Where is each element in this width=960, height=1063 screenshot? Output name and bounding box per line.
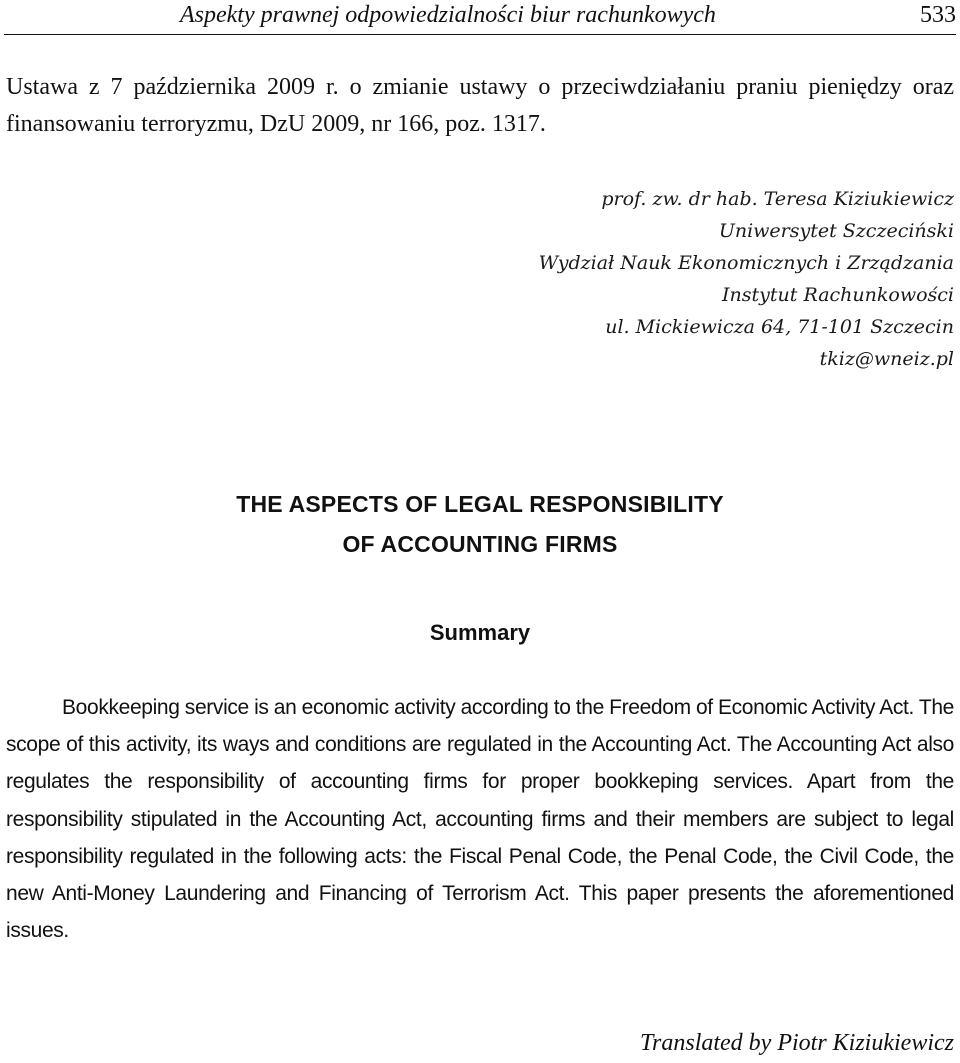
summary-heading: Summary [429, 620, 531, 645]
author-university: Uniwersytet Szczeciński [718, 220, 954, 242]
reference-entry: Ustawa z 7 października 2009 r. o zmianie ustawy o przeciwdziałaniu praniu pieniędzy oraz finansowaniu terroryzmu, DzU 2009, nr 166, poz. 1317. [6, 74, 954, 137]
author-faculty: Wydział Nauk Ekonomicznych i Zrządzania [538, 252, 954, 274]
header-divider [4, 34, 956, 35]
title-line-1: THE ASPECTS OF LEGAL RESPONSIBILITY [236, 491, 724, 517]
author-address: ul. Mickiewicza 64, 71-101 Szczecin [605, 316, 954, 338]
paper-title [0, 484, 960, 564]
translator-credit: Translated by Piotr Kiziukiewicz [639, 1030, 954, 1056]
page-number: 533 [920, 2, 956, 28]
title-line-2: OF ACCOUNTING FIRMS [342, 531, 618, 557]
author-block [354, 183, 954, 375]
author-institute: Instytut Rachunkowości [722, 284, 954, 306]
author-name: prof. zw. dr hab. Teresa Kiziukiewicz [601, 188, 954, 210]
author-email: tkiz@wneiz.pl [819, 348, 954, 370]
summary-body: Bookkeeping service is an economic activity according to the Freedom of Economic Activity Act. The scope of this activity, its ways and conditions are regulated in the Accounting Act. The Accounting Act also regulates the responsibility of accounting firms for proper bookkeping services. Apart from the responsibility stipulated in the Accounting Act, accounting firms and their members are subject to legal responsibility regulated in the following acts: the Fiscal Penal Code, the Penal Code, the Civil Code, the new Anti-Money Laundering and Financing of Terrorism Act. This paper presents the aforementioned issues. [6, 696, 954, 943]
running-header [0, 0, 960, 34]
running-title: Aspekty prawnej odpowiedzialności biur rachunkowych [180, 2, 716, 28]
